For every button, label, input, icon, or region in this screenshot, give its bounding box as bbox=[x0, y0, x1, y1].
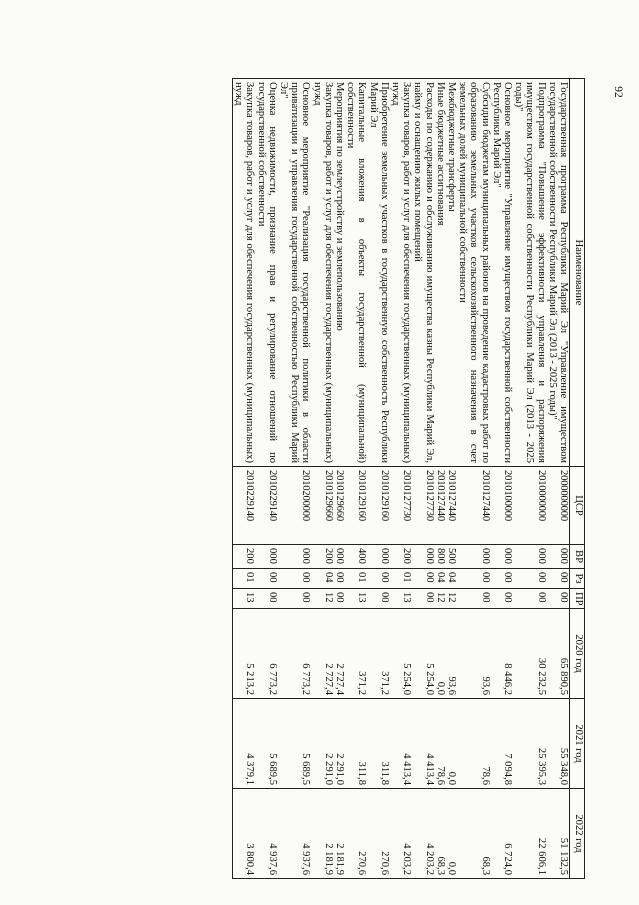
row-pr: 00 bbox=[513, 589, 547, 609]
header-rz: Рз bbox=[570, 569, 585, 589]
row-rz: 00 bbox=[513, 569, 547, 589]
row-value-2021: 2 291,0 bbox=[311, 699, 333, 789]
row-pr: 12 bbox=[435, 589, 446, 609]
row-pr: 13 bbox=[345, 589, 367, 609]
header-2021: 2021 год bbox=[570, 699, 585, 789]
table-header-row bbox=[570, 79, 585, 879]
row-pr: 13 bbox=[232, 589, 255, 609]
row-pr: 00 bbox=[334, 589, 345, 609]
row-value-2022: 3 800,4 bbox=[232, 789, 255, 879]
row-vr: 200 bbox=[390, 545, 412, 569]
row-value-2020: 2 727,4 bbox=[334, 609, 345, 699]
row-value-2020: 93,6 bbox=[446, 609, 457, 699]
row-rz: 00 bbox=[457, 569, 491, 589]
row-value-2021: 0,0 bbox=[446, 699, 457, 789]
row-rz: 00 bbox=[412, 569, 434, 589]
row-pr: 00 bbox=[412, 589, 434, 609]
row-vr: 000 bbox=[457, 545, 491, 569]
row-pr: 00 bbox=[491, 589, 513, 609]
table-row bbox=[367, 79, 389, 879]
row-value-2022: 4 203,2 bbox=[412, 789, 434, 879]
row-csr: 2010229140 bbox=[255, 467, 277, 545]
row-rz: 04 bbox=[446, 569, 457, 589]
row-rz: 01 bbox=[232, 569, 255, 589]
row-value-2022: 68,3 bbox=[435, 789, 446, 879]
row-rz: 01 bbox=[345, 569, 367, 589]
table-row bbox=[334, 79, 345, 879]
row-rz: 00 bbox=[367, 569, 389, 589]
row-value-2021: 4 379,1 bbox=[232, 699, 255, 789]
row-csr: 2010127440 bbox=[446, 467, 457, 545]
row-value-2021: 55 348,0 bbox=[547, 699, 570, 789]
row-rz: 00 bbox=[547, 569, 570, 589]
row-name: Расходы по содержанию и обслуживанию имущества казны Республики Марий Эл, найму и оснащению жилых помещений bbox=[412, 79, 434, 467]
row-vr: 500 bbox=[446, 545, 457, 569]
row-value-2020: 371,2 bbox=[367, 609, 389, 699]
row-value-2022: 0,0 bbox=[446, 789, 457, 879]
row-csr: 2010129160 bbox=[345, 467, 367, 545]
row-value-2020: 5 254,0 bbox=[390, 609, 412, 699]
row-vr: 400 bbox=[345, 545, 367, 569]
row-value-2020: 5 254,0 bbox=[412, 609, 434, 699]
row-name: Капитальные вложения в объекты государственной (муниципальной) собственности bbox=[345, 79, 367, 467]
row-name: Оценка недвижимости, признание прав и регулирование отношений по государственной собственности bbox=[255, 79, 277, 467]
row-rz: 00 bbox=[278, 569, 312, 589]
table-row bbox=[446, 79, 457, 879]
row-csr: 2000000000 bbox=[547, 467, 570, 545]
row-value-2022: 4 937,6 bbox=[255, 789, 277, 879]
row-value-2020: 371,2 bbox=[345, 609, 367, 699]
row-pr: 00 bbox=[547, 589, 570, 609]
row-rz: 04 bbox=[311, 569, 333, 589]
row-csr: 2010129160 bbox=[367, 467, 389, 545]
row-name: Мероприятия по землеустройству и землепользованию bbox=[334, 79, 345, 467]
row-vr: 000 bbox=[334, 545, 345, 569]
row-value-2021: 78,6 bbox=[457, 699, 491, 789]
row-value-2021: 7 094,8 bbox=[491, 699, 513, 789]
row-csr: 2010229140 bbox=[232, 467, 255, 545]
row-name: Закупка товаров, работ и услуг для обеспечения государственных (муниципальных) нужд bbox=[390, 79, 412, 467]
row-rz: 04 bbox=[435, 569, 446, 589]
row-csr: 2010129660 bbox=[311, 467, 333, 545]
table-row bbox=[311, 79, 333, 879]
row-vr: 000 bbox=[255, 545, 277, 569]
row-value-2021: 78,6 bbox=[435, 699, 446, 789]
row-pr: 12 bbox=[446, 589, 457, 609]
table-row bbox=[278, 79, 312, 879]
row-name: Межбюджетные трансферты bbox=[446, 79, 457, 467]
row-value-2021: 4 413,4 bbox=[412, 699, 434, 789]
row-value-2022: 68,3 bbox=[457, 789, 491, 879]
row-value-2020: 5 213,2 bbox=[232, 609, 255, 699]
row-name: Закупка товаров, работ и услуг для обеспечения государственных (муниципальных) нужд bbox=[232, 79, 255, 467]
row-value-2021: 4 413,4 bbox=[390, 699, 412, 789]
row-pr: 13 bbox=[390, 589, 412, 609]
row-value-2020: 65 890,5 bbox=[547, 609, 570, 699]
row-vr: 000 bbox=[278, 545, 312, 569]
row-value-2022: 51 132,5 bbox=[547, 789, 570, 879]
header-name: Наименование bbox=[570, 79, 585, 467]
row-value-2021: 2 291,0 bbox=[334, 699, 345, 789]
row-vr: 800 bbox=[435, 545, 446, 569]
row-name: Иные бюджетные ассигнования bbox=[435, 79, 446, 467]
row-vr: 200 bbox=[311, 545, 333, 569]
row-csr: 2010100000 bbox=[491, 467, 513, 545]
row-pr: 12 bbox=[311, 589, 333, 609]
budget-table-sheet bbox=[57, 78, 585, 878]
row-value-2022: 270,6 bbox=[345, 789, 367, 879]
row-name: Основное мероприятие "Управление имуществом государственной собственности Республики Марий Эл" bbox=[491, 79, 513, 467]
row-rz: 00 bbox=[334, 569, 345, 589]
row-pr: 00 bbox=[278, 589, 312, 609]
row-csr: 2010000000 bbox=[513, 467, 547, 545]
table-row bbox=[232, 79, 255, 879]
row-value-2022: 2 181,9 bbox=[334, 789, 345, 879]
row-value-2020: 8 446,2 bbox=[491, 609, 513, 699]
row-csr: 2010127730 bbox=[412, 467, 434, 545]
row-value-2020: 30 232,5 bbox=[513, 609, 547, 699]
row-csr: 2010127440 bbox=[457, 467, 491, 545]
row-name: Подпрограмма "Повышение эффективности управления и распоряжения имуществом государственной собственности Республики Марий Эл (2013 - 2025 годы)" bbox=[513, 79, 547, 467]
table-row bbox=[412, 79, 434, 879]
row-name: Закупка товаров, работ и услуг для обеспечения государственных (муниципальных) нужд bbox=[311, 79, 333, 467]
row-value-2020: 2 727,4 bbox=[311, 609, 333, 699]
row-value-2021: 311,8 bbox=[345, 699, 367, 789]
row-vr: 000 bbox=[547, 545, 570, 569]
table-row bbox=[390, 79, 412, 879]
row-name: Основное мероприятие "Реализация государственной политики в области приватизации и управления государственной собственностью Республики Марий Эл" bbox=[278, 79, 312, 467]
row-csr: 2010129660 bbox=[334, 467, 345, 545]
row-value-2021: 25 395,3 bbox=[513, 699, 547, 789]
row-value-2020: 6 773,2 bbox=[255, 609, 277, 699]
row-value-2021: 5 689,5 bbox=[255, 699, 277, 789]
table-row bbox=[435, 79, 446, 879]
row-value-2020: 0,0 bbox=[435, 609, 446, 699]
header-pr: ПР bbox=[570, 589, 585, 609]
row-value-2020: 6 773,2 bbox=[278, 609, 312, 699]
row-name: Субсидии бюджетам муниципальных районов на проведение кадастровых работ по образованию земельных участков сельскохозяйственного назначения в счет земельных долей муниципальной собственности bbox=[457, 79, 491, 467]
row-vr: 000 bbox=[491, 545, 513, 569]
row-csr: 2010127440 bbox=[435, 467, 446, 545]
row-csr: 2010127730 bbox=[390, 467, 412, 545]
header-2022: 2022 год bbox=[570, 789, 585, 879]
row-rz: 00 bbox=[491, 569, 513, 589]
row-rz: 00 bbox=[255, 569, 277, 589]
row-value-2022: 2 181,9 bbox=[311, 789, 333, 879]
row-name: Приобретение земельных участков в государственную собственность Республики Марий Эл bbox=[367, 79, 389, 467]
row-rz: 01 bbox=[390, 569, 412, 589]
row-pr: 00 bbox=[255, 589, 277, 609]
header-vr: ВР bbox=[570, 545, 585, 569]
budget-table bbox=[232, 78, 585, 879]
row-pr: 00 bbox=[367, 589, 389, 609]
header-2020: 2020 год bbox=[570, 609, 585, 699]
row-name: Государственная программа Республики Марий Эл "Управление имуществом государственной собственности Республики Марий Эл (2013 - 2025 годы)" bbox=[547, 79, 570, 467]
row-csr: 2010200000 bbox=[278, 467, 312, 545]
table-row bbox=[255, 79, 277, 879]
page-number: 92 bbox=[611, 86, 624, 98]
row-value-2021: 5 689,5 bbox=[278, 699, 312, 789]
table-row bbox=[491, 79, 513, 879]
table-row bbox=[513, 79, 547, 879]
row-vr: 200 bbox=[232, 545, 255, 569]
table-row bbox=[457, 79, 491, 879]
header-csr: ЦСР bbox=[570, 467, 585, 545]
row-value-2022: 4 203,2 bbox=[390, 789, 412, 879]
row-value-2022: 4 937,6 bbox=[278, 789, 312, 879]
table-row bbox=[345, 79, 367, 879]
row-value-2020: 93,6 bbox=[457, 609, 491, 699]
row-vr: 000 bbox=[513, 545, 547, 569]
row-vr: 000 bbox=[367, 545, 389, 569]
row-value-2021: 311,8 bbox=[367, 699, 389, 789]
row-value-2022: 22 606,1 bbox=[513, 789, 547, 879]
row-value-2022: 270,6 bbox=[367, 789, 389, 879]
row-vr: 000 bbox=[412, 545, 434, 569]
row-pr: 00 bbox=[457, 589, 491, 609]
table-row bbox=[547, 79, 570, 879]
row-value-2022: 6 724,0 bbox=[491, 789, 513, 879]
